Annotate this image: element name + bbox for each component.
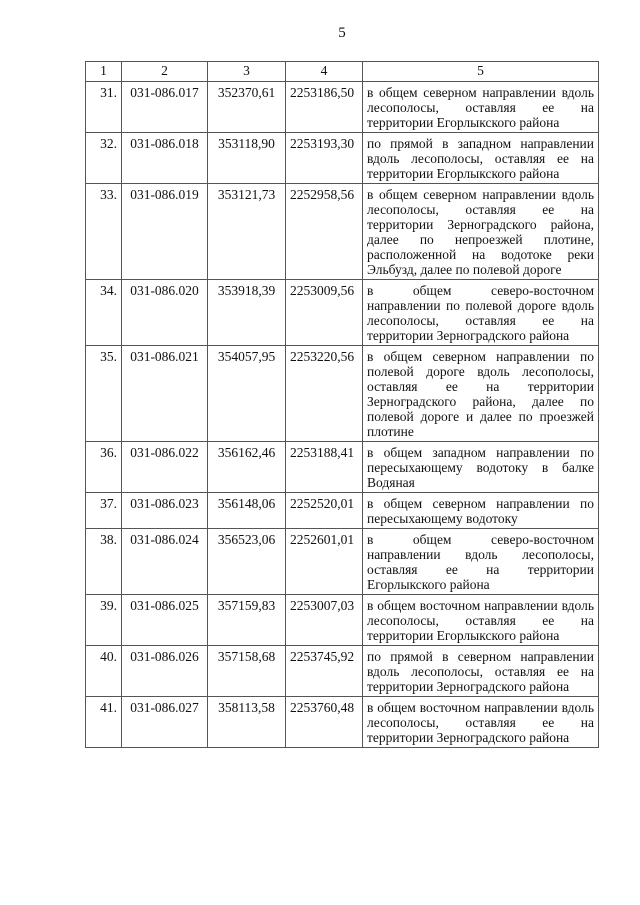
table-row bbox=[86, 280, 599, 346]
coordinate-y: 2253007,03 bbox=[286, 595, 363, 646]
coordinate-y: 2253220,56 bbox=[286, 346, 363, 442]
point-code: 031-086.022 bbox=[122, 442, 208, 493]
table-header-row bbox=[86, 62, 599, 82]
table-row bbox=[86, 493, 599, 529]
boundary-description: в общем восточном направлении вдоль лесополосы, оставляя ее на территории Егорлыкского района bbox=[363, 595, 599, 646]
boundary-description: в общем северном направлении вдоль лесополосы, оставляя ее на территории Зерноградского района, далее по непроезжей плотине, расположенной на водотоке реки Эльбузд, далее по полевой дороге bbox=[363, 184, 599, 280]
table-row bbox=[86, 184, 599, 280]
boundary-description: в общем северном направлении по пересыхающему водотоку bbox=[363, 493, 599, 529]
coordinate-x: 356523,06 bbox=[208, 529, 286, 595]
coordinate-y: 2253193,30 bbox=[286, 133, 363, 184]
table-row bbox=[86, 697, 599, 748]
coordinate-x: 357159,83 bbox=[208, 595, 286, 646]
coordinate-y: 2253188,41 bbox=[286, 442, 363, 493]
point-code: 031-086.027 bbox=[122, 697, 208, 748]
boundary-description: в общем западном направлении по пересыхающему водотоку в балке Водяная bbox=[363, 442, 599, 493]
boundary-description: по прямой в западном направлении вдоль лесополосы, оставляя ее на территории Егорлыкского района bbox=[363, 133, 599, 184]
column-header-description: 5 bbox=[363, 62, 599, 82]
row-number: 38. bbox=[86, 529, 122, 595]
column-header-y: 4 bbox=[286, 62, 363, 82]
table-row bbox=[86, 82, 599, 133]
coordinate-y: 2252520,01 bbox=[286, 493, 363, 529]
point-code: 031-086.019 bbox=[122, 184, 208, 280]
point-code: 031-086.025 bbox=[122, 595, 208, 646]
coordinate-y: 2253186,50 bbox=[286, 82, 363, 133]
point-code: 031-086.020 bbox=[122, 280, 208, 346]
point-code: 031-086.021 bbox=[122, 346, 208, 442]
table-row bbox=[86, 646, 599, 697]
coordinate-x: 358113,58 bbox=[208, 697, 286, 748]
table-body bbox=[86, 82, 599, 748]
table-row bbox=[86, 133, 599, 184]
coordinate-y: 2253760,48 bbox=[286, 697, 363, 748]
point-code: 031-086.023 bbox=[122, 493, 208, 529]
coordinate-x: 356148,06 bbox=[208, 493, 286, 529]
page-number: 5 bbox=[338, 25, 346, 41]
row-number: 34. bbox=[86, 280, 122, 346]
row-number: 40. bbox=[86, 646, 122, 697]
boundary-description: в общем восточном направлении вдоль лесополосы, оставляя ее на территории Зерноградского района bbox=[363, 697, 599, 748]
boundary-description: в общем северо-восточном направлении вдоль лесополосы, оставляя ее на территории Егорлыкского района bbox=[363, 529, 599, 595]
coordinate-x: 353918,39 bbox=[208, 280, 286, 346]
coordinate-x: 354057,95 bbox=[208, 346, 286, 442]
table-row bbox=[86, 529, 599, 595]
table-row bbox=[86, 346, 599, 442]
row-number: 33. bbox=[86, 184, 122, 280]
point-code: 031-086.017 bbox=[122, 82, 208, 133]
row-number: 41. bbox=[86, 697, 122, 748]
row-number: 35. bbox=[86, 346, 122, 442]
row-number: 36. bbox=[86, 442, 122, 493]
coordinate-x: 353118,90 bbox=[208, 133, 286, 184]
coordinate-x: 357158,68 bbox=[208, 646, 286, 697]
point-code: 031-086.024 bbox=[122, 529, 208, 595]
table-row bbox=[86, 595, 599, 646]
coordinate-y: 2252601,01 bbox=[286, 529, 363, 595]
row-number: 37. bbox=[86, 493, 122, 529]
point-code: 031-086.018 bbox=[122, 133, 208, 184]
coordinate-x: 353121,73 bbox=[208, 184, 286, 280]
row-number: 39. bbox=[86, 595, 122, 646]
boundary-points-table bbox=[85, 61, 599, 748]
coordinate-x: 352370,61 bbox=[208, 82, 286, 133]
column-header-number: 1 bbox=[86, 62, 122, 82]
row-number: 32. bbox=[86, 133, 122, 184]
coordinate-x: 356162,46 bbox=[208, 442, 286, 493]
table-row bbox=[86, 442, 599, 493]
boundary-description: по прямой в северном направлении вдоль лесополосы, оставляя ее на территории Зерноградского района bbox=[363, 646, 599, 697]
column-header-point-code: 2 bbox=[122, 62, 208, 82]
boundary-description: в общем северо-восточном направлении по полевой дороге вдоль лесополосы, оставляя ее на территории Зерноградского района bbox=[363, 280, 599, 346]
point-code: 031-086.026 bbox=[122, 646, 208, 697]
coordinate-y: 2253009,56 bbox=[286, 280, 363, 346]
row-number: 31. bbox=[86, 82, 122, 133]
coordinate-y: 2252958,56 bbox=[286, 184, 363, 280]
column-header-x: 3 bbox=[208, 62, 286, 82]
boundary-description: в общем северном направлении по полевой дороге вдоль лесополосы, оставляя ее на территории Зерноградского района, далее по полевой дороге и далее по проезжей плотине bbox=[363, 346, 599, 442]
coordinate-y: 2253745,92 bbox=[286, 646, 363, 697]
boundary-description: в общем северном направлении вдоль лесополосы, оставляя ее на территории Егорлыкского района bbox=[363, 82, 599, 133]
